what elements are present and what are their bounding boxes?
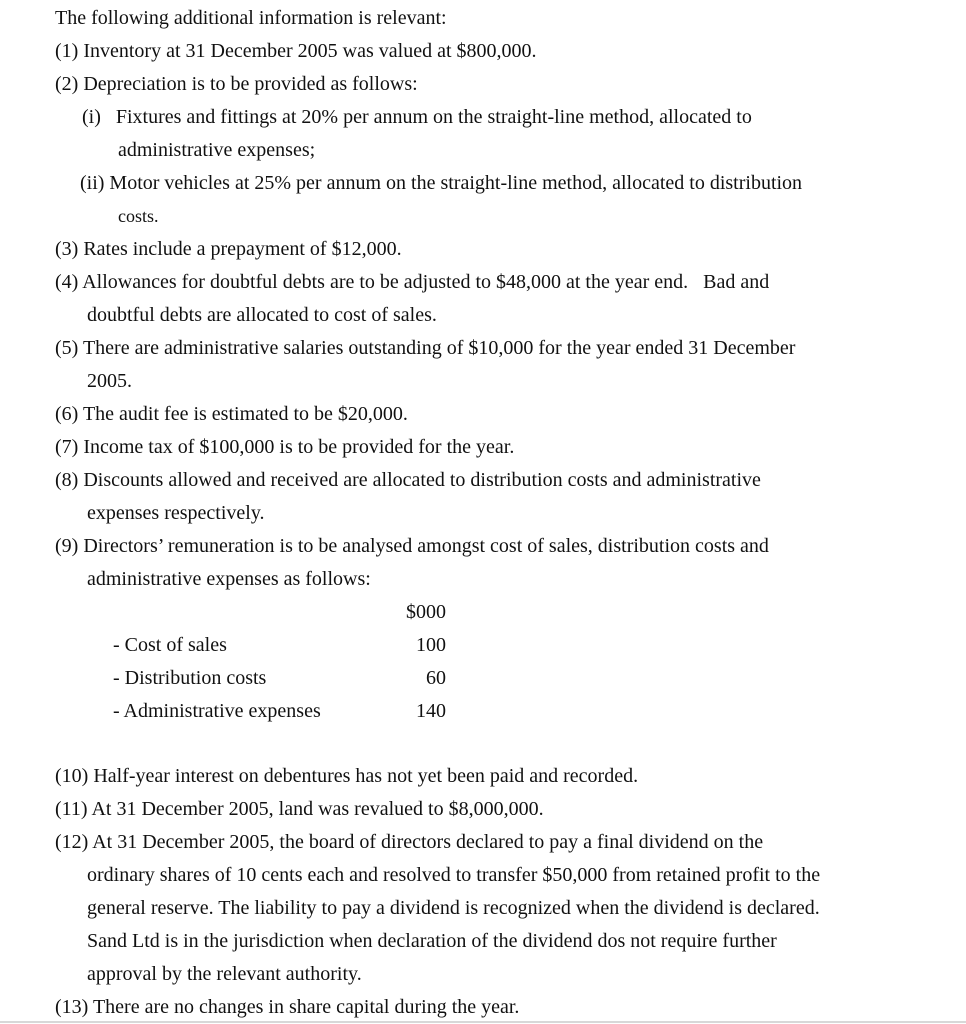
note-2-i-line1: (i) Fixtures and fittings at 20% per annum on the straight-line method, allocated to <box>82 106 752 128</box>
note-2-ii-line2: costs. <box>118 206 159 226</box>
note-6: (6) The audit fee is estimated to be $20,000. <box>55 403 408 425</box>
note-3: (3) Rates include a prepayment of $12,000. <box>55 238 402 260</box>
note-8-line1: (8) Discounts allowed and received are allocated to distribution costs and administrative <box>55 469 761 491</box>
note-5-line2: 2005. <box>87 370 132 392</box>
note-2-i-line2: administrative expenses; <box>118 139 316 161</box>
note-12-line4: Sand Ltd is in the jurisdiction when declaration of the dividend dos not require further <box>87 930 777 952</box>
remuneration-row-amount: 100 <box>416 634 446 656</box>
note-2-ii-line1: (ii) Motor vehicles at 25% per annum on the straight-line method, allocated to distribution <box>80 172 803 194</box>
note-13: (13) There are no changes in share capital during the year. <box>55 996 520 1018</box>
note-12-line3: general reserve. The liability to pay a dividend is recognized when the dividend is declared. <box>87 897 820 919</box>
intro-text: The following additional information is relevant: <box>55 7 447 29</box>
note-12-line5: approval by the relevant authority. <box>87 963 362 985</box>
note-4-line1: (4) Allowances for doubtful debts are to be adjusted to $48,000 at the year end. Bad and <box>55 271 770 293</box>
note-8-line2: expenses respectively. <box>87 502 265 524</box>
note-2: (2) Depreciation is to be provided as follows: <box>55 73 418 95</box>
remuneration-row-amount: 140 <box>416 700 446 722</box>
note-11: (11) At 31 December 2005, land was revalued to $8,000,000. <box>55 798 544 820</box>
remuneration-row-label: - Administrative expenses <box>113 700 321 722</box>
note-12-line2: ordinary shares of 10 cents each and resolved to transfer $50,000 from retained profit to the <box>87 864 821 886</box>
note-5-line1: (5) There are administrative salaries outstanding of $10,000 for the year ended 31 December <box>55 337 796 359</box>
note-9-line2: administrative expenses as follows: <box>87 568 371 590</box>
note-10: (10) Half-year interest on debentures has not yet been paid and recorded. <box>55 765 639 787</box>
remuneration-row-label: - Distribution costs <box>113 667 267 689</box>
remuneration-unit-header: $000 <box>406 601 446 623</box>
note-7: (7) Income tax of $100,000 is to be provided for the year. <box>55 436 515 458</box>
page-bottom-divider <box>0 1021 966 1023</box>
remuneration-row-label: - Cost of sales <box>113 634 227 656</box>
note-9-line1: (9) Directors’ remuneration is to be analysed amongst cost of sales, distribution costs and <box>55 535 769 557</box>
note-1: (1) Inventory at 31 December 2005 was valued at $800,000. <box>55 40 537 62</box>
remuneration-row-amount: 60 <box>426 667 446 689</box>
note-12-line1: (12) At 31 December 2005, the board of directors declared to pay a final dividend on the <box>55 831 764 853</box>
note-4-line2: doubtful debts are allocated to cost of sales. <box>87 304 437 326</box>
